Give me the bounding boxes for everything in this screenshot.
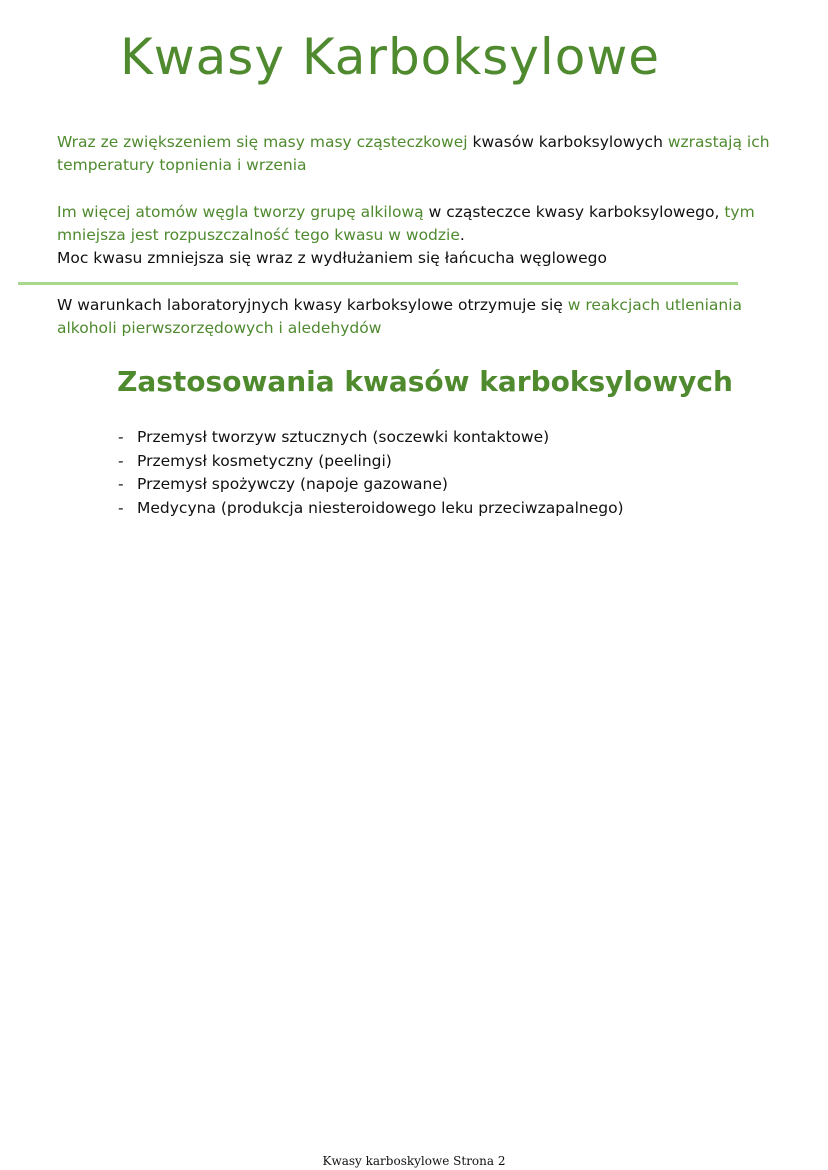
list-marker: - <box>118 451 124 470</box>
section-divider <box>18 282 738 285</box>
applications-list <box>118 426 624 520</box>
text-segment: w cząsteczce kwasy karboksylowego, <box>423 203 720 221</box>
list-marker: - <box>118 475 124 493</box>
text-segment: w reakcjach utleniania alkoholi pierwszorzędowych i aledehydów <box>57 296 743 337</box>
list-item <box>118 497 624 521</box>
list-item-text: Przemysł tworzyw sztucznych (soczewki kontaktowe) <box>137 428 550 446</box>
list-item <box>118 450 624 474</box>
paragraph-solubility <box>57 201 787 247</box>
list-item <box>118 473 624 497</box>
page-footer: Kwasy karboskylowe Strona 2 <box>322 1154 506 1168</box>
text-segment: Im więcej atomów węgla tworzy grupę alkilową <box>57 203 424 221</box>
paragraph-acid-strength: Moc kwasu zmniejsza się wraz z wydłużaniem się łańcucha węglowego <box>57 249 607 267</box>
text-segment: kwasów karboksylowych <box>472 133 663 151</box>
text-segment: Wraz ze zwiększeniem się masy masy cząsteczkowej <box>57 133 473 151</box>
paragraph-lab-synthesis <box>57 294 787 340</box>
list-marker: - <box>118 498 124 517</box>
text-segment: tym mniejsza jest rozpuszczalność tego kwasu w wodzie <box>57 203 755 244</box>
list-item-text: Przemysł spożywczy (napoje gazowane) <box>137 475 448 493</box>
text-segment: . <box>459 226 465 244</box>
list-marker: - <box>118 428 124 446</box>
list-item <box>118 426 624 450</box>
list-item-text: Przemysł kosmetyczny (peelingi) <box>137 451 392 470</box>
section-heading: Zastosowania kwasów karboksylowych <box>117 365 733 398</box>
paragraph-melting-boiling <box>57 131 787 177</box>
text-segment: wzrastają ich temperatury topnienia i wrzenia <box>57 133 770 174</box>
page-title: Kwasy Karboksylowe <box>119 28 661 86</box>
list-item-text: Medycyna (produkcja niesteroidowego leku przeciwzapalnego) <box>137 498 624 517</box>
text-segment: W warunkach laboratoryjnych kwasy karboksylowe otrzymuje się <box>57 296 563 314</box>
